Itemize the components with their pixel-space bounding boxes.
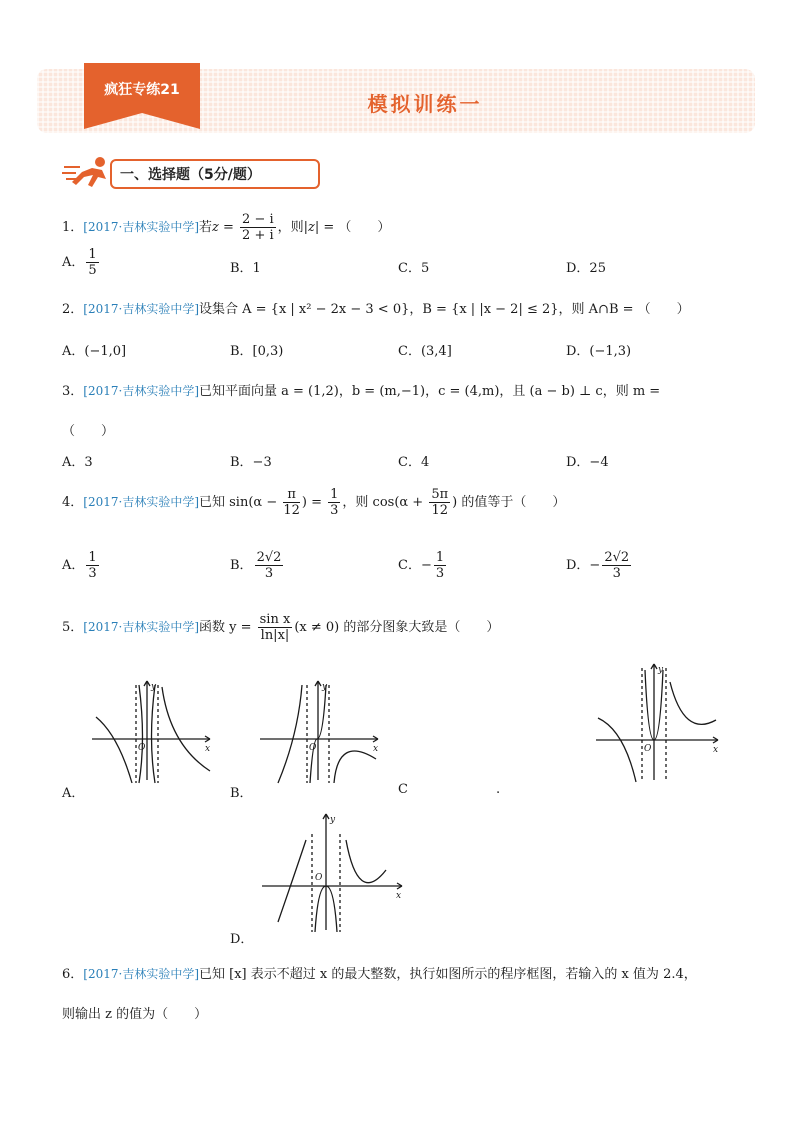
question-1 xyxy=(62,212,390,243)
graph-b-label: B． xyxy=(230,786,253,801)
option-a[interactable]: A．(−1,0] xyxy=(62,344,127,359)
math-expression: |z| xyxy=(303,220,320,235)
fraction xyxy=(602,550,631,581)
fraction-denominator: 12 xyxy=(431,503,449,518)
graph-option-a[interactable] xyxy=(90,675,215,785)
option-d[interactable]: D．−4 xyxy=(566,455,609,470)
fraction xyxy=(86,247,98,278)
graph-d-label: D． xyxy=(230,932,254,947)
option-b[interactable]: B．[0,3) xyxy=(230,344,284,359)
question-number: 3． xyxy=(62,384,84,399)
question-3-continued: （ ） xyxy=(62,424,115,439)
fraction-denominator: ln|x| xyxy=(260,628,290,643)
question-6 xyxy=(62,963,697,982)
math-var: z xyxy=(212,220,219,235)
question-source: [2017·吉林实验中学] xyxy=(83,495,199,509)
option-b[interactable]: B．−3 xyxy=(230,455,272,470)
fraction xyxy=(258,612,293,643)
question-5 xyxy=(62,612,499,643)
fraction-denominator: 5 xyxy=(88,263,97,278)
fraction xyxy=(86,550,98,581)
fraction xyxy=(255,550,284,581)
fraction-numerator: 1 xyxy=(435,550,445,565)
x-axis-label: x xyxy=(205,744,211,754)
question-source: [2017·吉林实验中学] xyxy=(83,620,199,634)
question-text: 已知 [x] 表示不超过 x 的最大整数，执行如图所示的程序框图，若输入的 x 值为 2.4， xyxy=(199,967,697,982)
question-source: [2017·吉林实验中学] xyxy=(83,384,199,398)
fraction xyxy=(434,550,446,581)
runner-icon xyxy=(62,155,114,191)
question-source: [2017·吉林实验中学] xyxy=(83,220,199,234)
question-number: 2． xyxy=(62,302,84,317)
fraction-denominator: 12 xyxy=(283,503,300,518)
fraction-numerator: 1 xyxy=(88,247,97,262)
fraction-denominator: 3 xyxy=(435,566,445,581)
fraction-numerator: π xyxy=(283,487,300,503)
option-d[interactable]: D．(−1,3) xyxy=(566,344,632,359)
question-source: [2017·吉林实验中学] xyxy=(83,967,199,981)
fraction-numerator: 2√2 xyxy=(604,550,630,565)
option-a[interactable] xyxy=(62,247,101,278)
question-text: ) = xyxy=(301,495,327,510)
question-text: = xyxy=(218,220,239,235)
option-c[interactable]: C．5 xyxy=(398,261,430,276)
origin-label: O xyxy=(315,873,323,883)
question-4 xyxy=(62,487,565,518)
x-axis-label: x xyxy=(713,745,719,755)
graph-c-dot: . xyxy=(496,782,501,797)
y-axis-label: y xyxy=(322,682,328,692)
question-text: 若 xyxy=(199,220,213,235)
option-label: D．− xyxy=(566,558,601,573)
fraction-numerator: 1 xyxy=(88,550,97,565)
fraction xyxy=(429,487,450,518)
option-label: B． xyxy=(230,558,253,573)
fraction-denominator: 3 xyxy=(330,503,339,518)
question-source: [2017·吉林实验中学] xyxy=(83,302,199,316)
fraction-denominator: 3 xyxy=(264,566,274,581)
page-title: 模拟训练一 xyxy=(367,92,483,116)
fraction-denominator: 3 xyxy=(612,566,621,581)
fraction-denominator: 2 + i xyxy=(242,228,274,243)
question-text: 已知 sin(α − xyxy=(199,495,282,510)
graph-a-label: A． xyxy=(62,786,85,801)
option-d[interactable]: D．25 xyxy=(566,261,606,276)
section-heading: 一、选择题（5分/题） xyxy=(120,167,261,183)
fraction-numerator: 1 xyxy=(330,487,339,502)
question-6-continued: 则输出 z 的值为（ ） xyxy=(62,1007,208,1022)
graph-option-d[interactable] xyxy=(258,810,408,935)
x-axis-label: x xyxy=(396,891,402,901)
question-3 xyxy=(62,380,660,399)
fraction xyxy=(240,212,276,243)
option-d[interactable] xyxy=(566,550,633,581)
graph-c-label: C xyxy=(398,782,408,797)
fraction xyxy=(328,487,340,518)
y-axis-label: y xyxy=(151,682,157,692)
option-b[interactable] xyxy=(230,550,285,581)
option-c[interactable] xyxy=(398,550,448,581)
option-label: A． xyxy=(62,255,85,270)
option-b[interactable]: B．1 xyxy=(230,261,261,276)
badge-label: 疯狂专练21 xyxy=(104,82,180,98)
question-text: 已知平面向量 a = (1,2)，b = (m,−1)，c = (4,m)，且 (a − b) ⊥ c，则 m = xyxy=(199,384,661,399)
question-text: ) 的值等于（ ） xyxy=(452,495,566,510)
option-a[interactable] xyxy=(62,550,101,581)
y-axis-label: y xyxy=(658,665,664,675)
question-text: ，则 xyxy=(277,220,304,235)
question-text: (x ≠ 0) 的部分图象大致是（ ） xyxy=(294,620,500,635)
fraction-numerator: 5π xyxy=(431,487,449,502)
fraction-denominator: 3 xyxy=(88,566,97,581)
question-2 xyxy=(62,298,690,317)
graph-option-b[interactable] xyxy=(258,675,383,785)
option-label: A． xyxy=(62,558,85,573)
origin-label: O xyxy=(644,744,652,754)
question-number: 6． xyxy=(62,967,84,982)
question-number: 1． xyxy=(62,220,84,235)
graph-option-c[interactable] xyxy=(594,660,724,785)
option-c[interactable]: C．(3,4] xyxy=(398,344,452,359)
question-number: 4． xyxy=(62,495,84,510)
question-text: 函数 y = xyxy=(199,620,256,635)
fraction xyxy=(283,487,300,518)
origin-label: O xyxy=(309,743,317,753)
y-axis-label: y xyxy=(330,815,336,825)
x-axis-label: x xyxy=(373,744,379,754)
fraction-numerator: 2√2 xyxy=(256,550,282,565)
option-label: C．− xyxy=(398,558,432,573)
option-a[interactable]: A．3 xyxy=(62,455,93,470)
option-c[interactable]: C．4 xyxy=(398,455,430,470)
question-text: = （ ） xyxy=(319,220,391,235)
question-text: ，则 cos(α + xyxy=(342,495,428,510)
fraction-numerator: sin x xyxy=(259,612,291,627)
question-number: 5． xyxy=(62,620,84,635)
fraction-numerator: 2 − i xyxy=(242,212,274,227)
question-text: 设集合 A = {x | x² − 2x − 3 < 0}，B = {x | |x − 2| ≤ 2}，则 A∩B = （ ） xyxy=(199,302,690,317)
origin-label: O xyxy=(138,743,146,753)
